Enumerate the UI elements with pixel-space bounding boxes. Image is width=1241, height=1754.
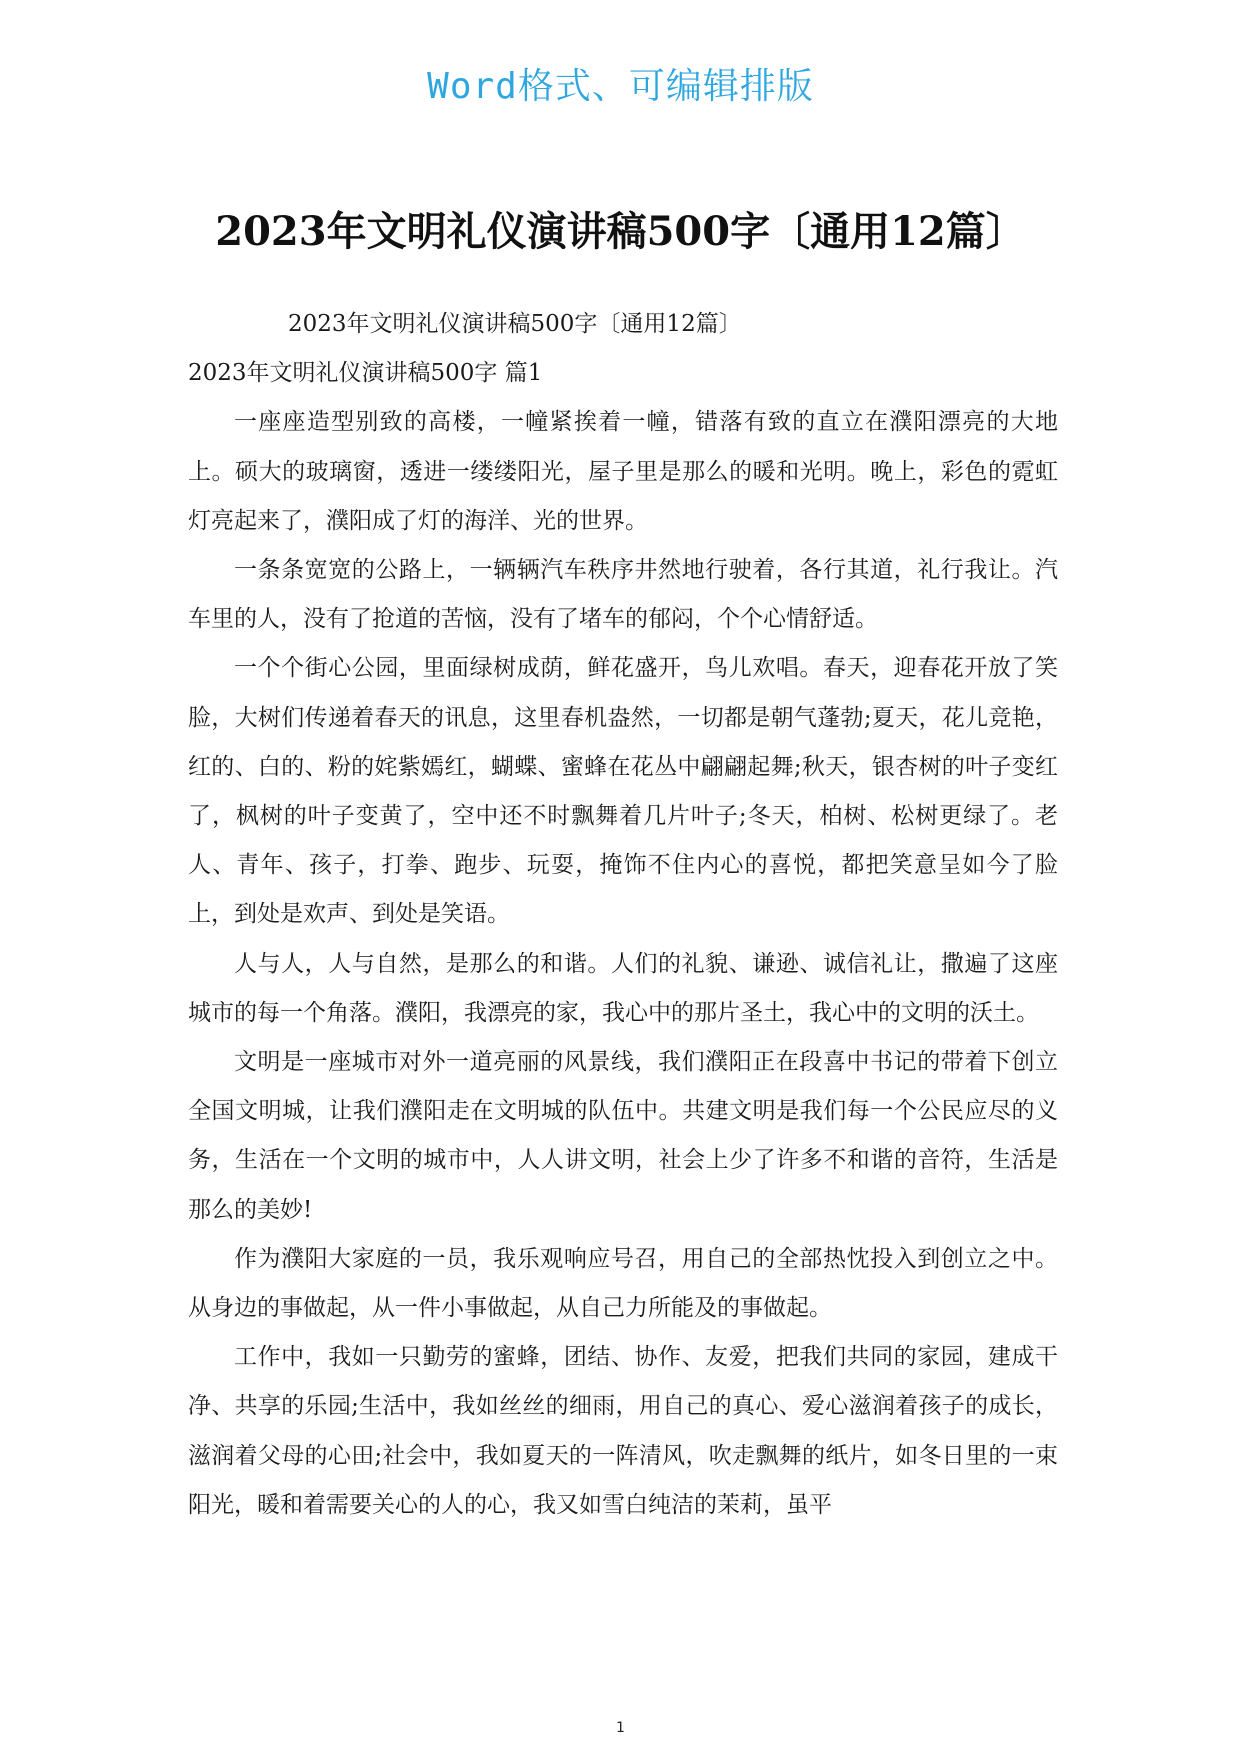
section-heading: 2023年文明礼仪演讲稿500字 篇1 bbox=[188, 360, 543, 387]
header-banner: Word格式、可编辑排版 bbox=[427, 66, 814, 107]
paragraph-4: 人与人，人与自然，是那么的和谐。人们的礼貌、谦逊、诚信礼让，撒遍了这座城市的每一个角落。濮阳，我漂亮的家，我心中的那片圣土，我心中的文明的沃土。 bbox=[188, 950, 1058, 1026]
paragraph-6: 作为濮阳大家庭的一员，我乐观响应号召，用自己的全部热忱投入到创立之中。从身边的事做起，从一件小事做起，从自己力所能及的事做起。 bbox=[188, 1245, 1058, 1322]
document-subtitle: 2023年文明礼仪演讲稿500字〔通用12篇〕 bbox=[288, 311, 742, 337]
paragraph-3: 一个个街心公园，里面绿树成荫，鲜花盛开，鸟儿欢唱。春天，迎春花开放了笑脸，大树们传递着春天的讯息，这里春机盎然，一切都是朝气蓬勃;夏天，花儿竞艳，红的、白的、粉的姹紫嫣红，蝴蝶、蜜蜂在花丛中翩翩起舞;秋天，银杏树的叶子变红了，枫树的叶子变黄了，空中还不时飘舞着几片叶子;冬天，柏树、松树更绿了。老人、青年、孩子，打拳、跑步、玩耍，掩饰不住内心的喜悦，都把笑意呈如今了脸上，到处是欢声、到处是笑语。 bbox=[188, 655, 1058, 928]
paragraph-1: 一座座造型别致的高楼，一幢紧挨着一幢，错落有致的直立在濮阳漂亮的大地上。硕大的玻璃窗，透进一缕缕阳光，屋子里是那么的暖和光明。晚上，彩色的霓虹灯亮起来了，濮阳成了灯的海洋、光的世界。 bbox=[188, 409, 1058, 534]
paragraph-5: 文明是一座城市对外一道亮丽的风景线，我们濮阳正在段喜中书记的带着下创立全国文明城，让我们濮阳走在文明城的队伍中。共建文明是我们每一个公民应尽的义务，生活在一个文明的城市中，人人讲文明，社会上少了许多不和谐的音符，生活是那么的美妙! bbox=[188, 1049, 1058, 1223]
page-title: 2023年文明礼仪演讲稿500字〔通用12篇〕 bbox=[215, 208, 1026, 255]
paragraph-2: 一条条宽宽的公路上，一辆辆汽车秩序井然地行驶着，各行其道，礼行我让。汽车里的人，没有了抢道的苦恼，没有了堵车的郁闷，个个心情舒适。 bbox=[188, 557, 1058, 633]
page-number: 1 bbox=[616, 1720, 625, 1736]
document-body bbox=[188, 300, 1058, 1530]
paragraph-7: 工作中，我如一只勤劳的蜜蜂，团结、协作、友爱，把我们共同的家园，建成干净、共享的乐园;生活中，我如丝丝的细雨，用自己的真心、爱心滋润着孩子的成长，滋润着父母的心田;社会中，我如夏天的一阵清风，吹走飘舞的纸片，如冬日里的一束阳光，暖和着需要关心的人的心，我又如雪白纯洁的茉莉，虽平 bbox=[188, 1344, 1058, 1518]
